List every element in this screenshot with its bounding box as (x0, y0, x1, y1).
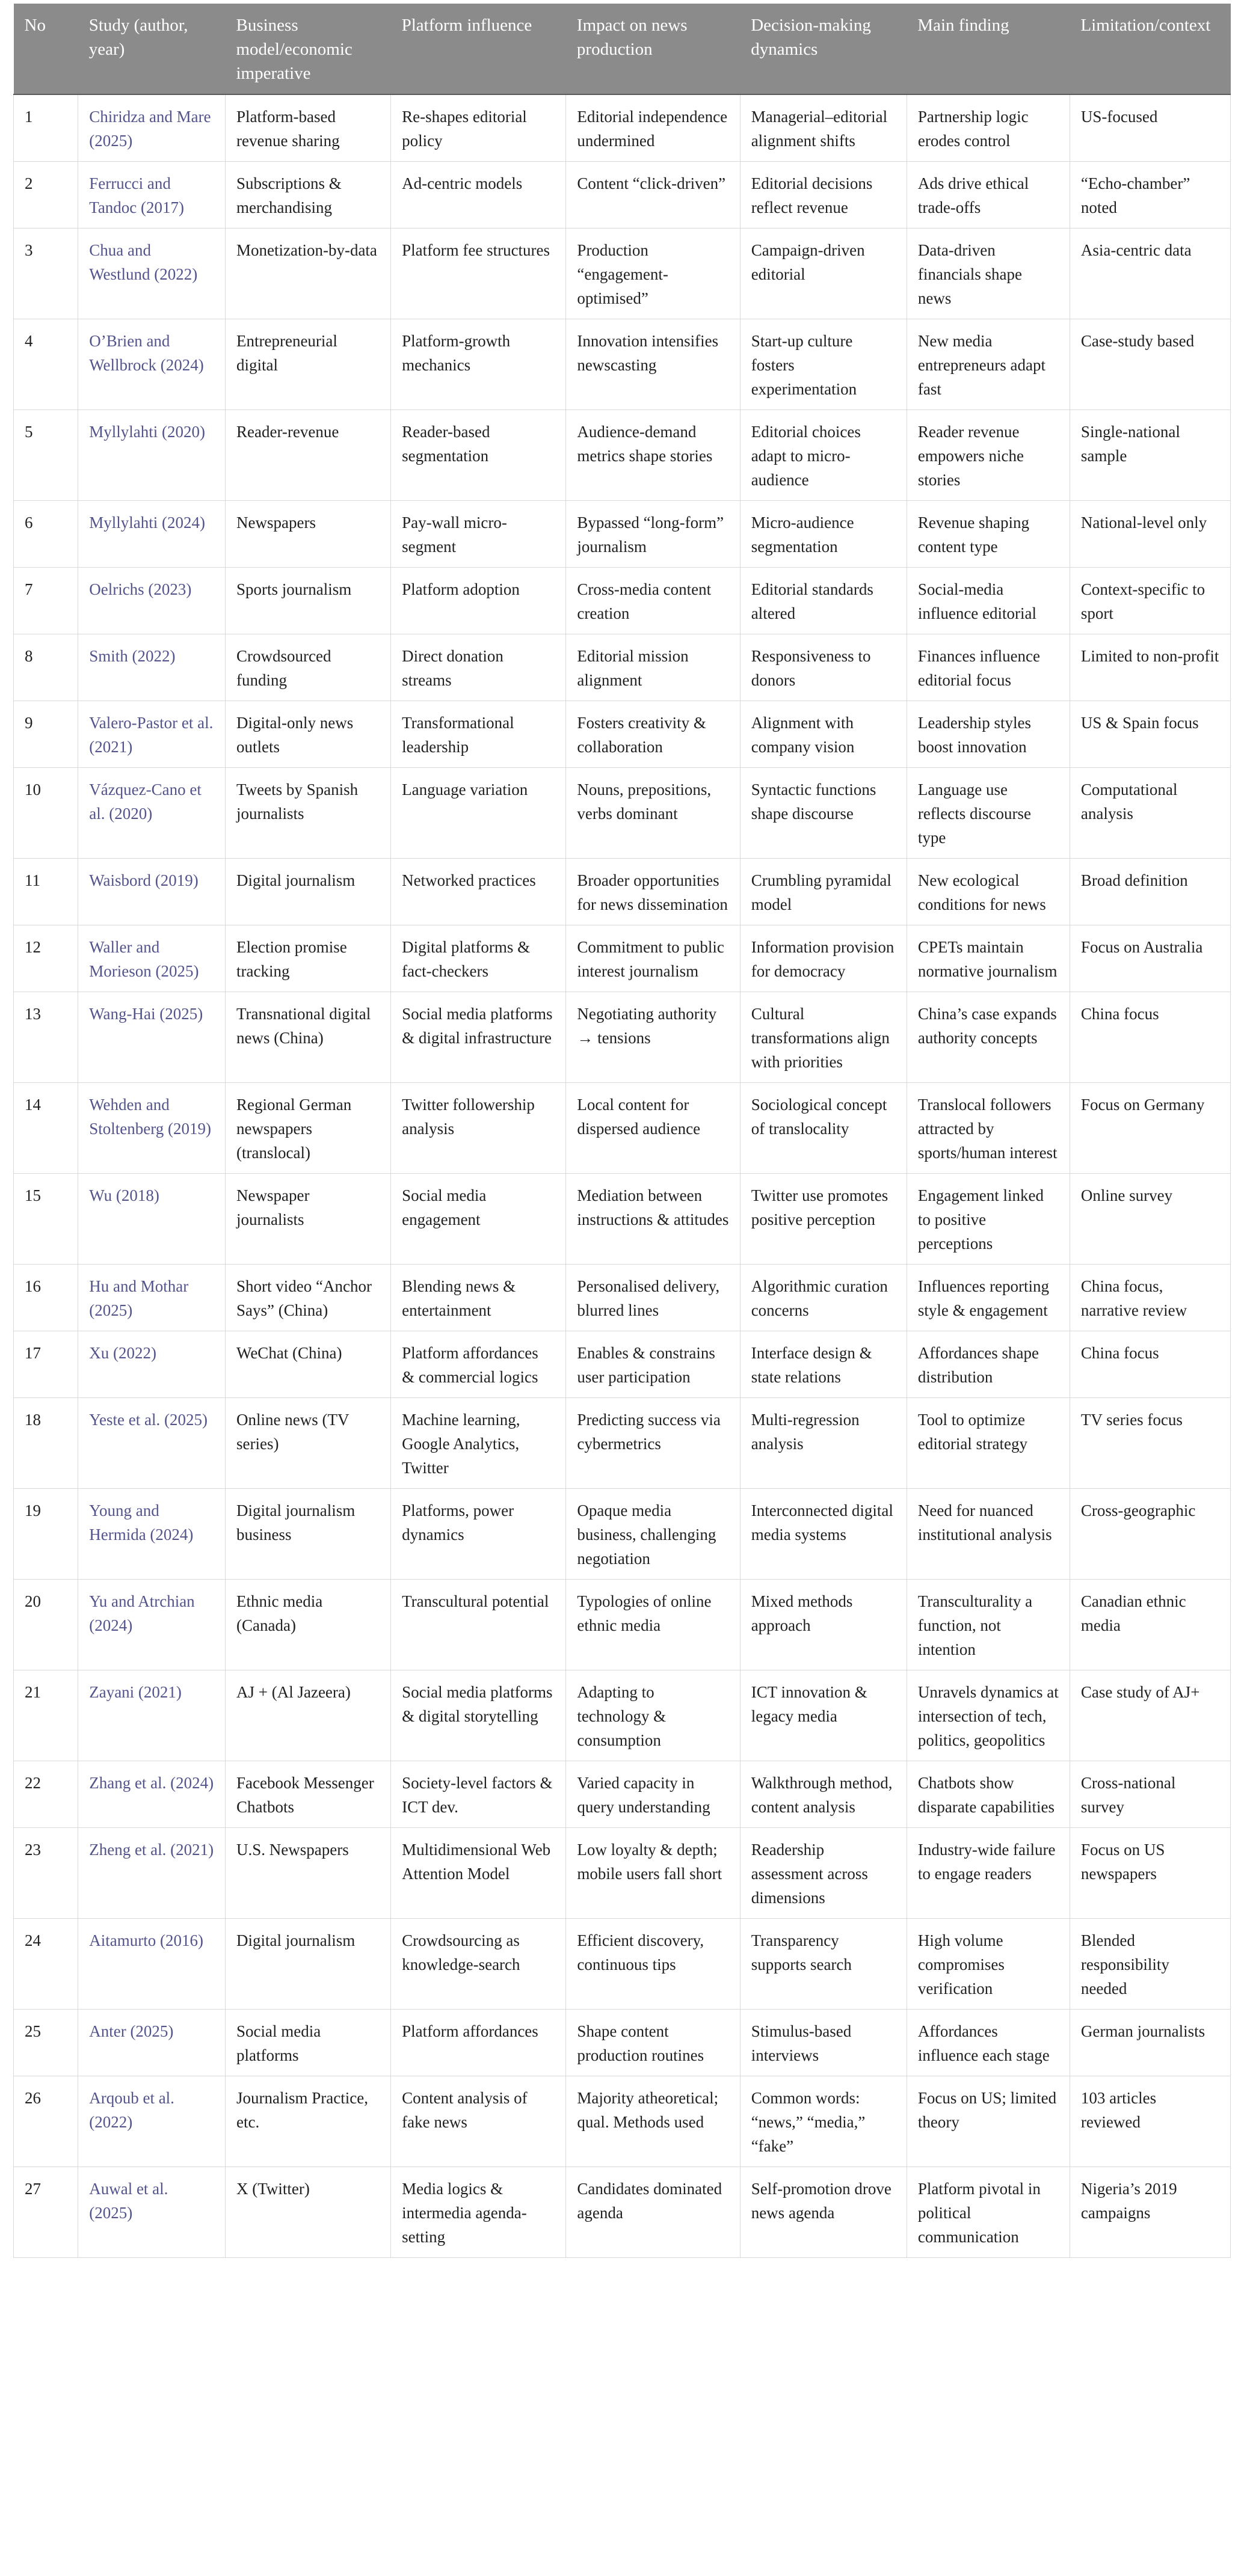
table-row (14, 634, 1231, 701)
cell-limitation: Canadian ethnic media (1070, 1580, 1230, 1670)
cell-platform-influence: Society-level factors & ICT dev. (391, 1761, 566, 1828)
cell-impact: Bypassed “long-form” journalism (566, 501, 740, 568)
cell-impact: Nouns, prepositions, verbs dominant (566, 768, 740, 859)
cell-decision-dynamics: Editorial standards altered (740, 568, 907, 634)
cell-business-model: Sports journalism (226, 568, 391, 634)
table-row (14, 1331, 1231, 1398)
cell-decision-dynamics: Alignment with company vision (740, 701, 907, 768)
cell-platform-influence: Media logics & intermedia agenda-setting (391, 2167, 566, 2258)
cell-decision-dynamics: Self-promotion drove news agenda (740, 2167, 907, 2258)
cell-business-model: Digital journalism (226, 1919, 391, 2010)
cell-platform-influence: Ad-centric models (391, 162, 566, 228)
cell-business-model: Facebook Messenger Chatbots (226, 1761, 391, 1828)
table-row (14, 2076, 1231, 2167)
cell-no: 14 (14, 1083, 78, 1174)
table-row (14, 162, 1231, 228)
cell-main-finding: Affordances influence each stage (907, 2010, 1070, 2076)
cell-limitation: Asia-centric data (1070, 228, 1230, 319)
cell-business-model: Tweets by Spanish journalists (226, 768, 391, 859)
cell-limitation: Limited to non-profit (1070, 634, 1230, 701)
cell-study (78, 634, 226, 701)
cell-study (78, 1174, 226, 1265)
cell-decision-dynamics: Multi-regression analysis (740, 1398, 907, 1489)
cell-platform-influence: Platform adoption (391, 568, 566, 634)
cell-decision-dynamics: Transparency supports search (740, 1919, 907, 2010)
cell-business-model: Digital-only news outlets (226, 701, 391, 768)
cell-no: 26 (14, 2076, 78, 2167)
cell-platform-influence: Transformational leadership (391, 701, 566, 768)
cell-study (78, 94, 226, 162)
cell-impact: Majority atheoretical; qual. Methods used (566, 2076, 740, 2167)
cell-decision-dynamics: Readership assessment across dimensions (740, 1828, 907, 1919)
table-row (14, 1670, 1231, 1761)
cell-no: 3 (14, 228, 78, 319)
table-row (14, 94, 1231, 162)
cell-limitation: Blended responsibility needed (1070, 1919, 1230, 2010)
cell-study (78, 501, 226, 568)
col-header-study: Study (author, year) (78, 4, 226, 94)
cell-platform-influence: Content analysis of fake news (391, 2076, 566, 2167)
cell-decision-dynamics: Responsiveness to donors (740, 634, 907, 701)
cell-limitation: Online survey (1070, 1174, 1230, 1265)
table-row (14, 1828, 1231, 1919)
cell-main-finding: High volume compromises verification (907, 1919, 1070, 2010)
cell-limitation: National-level only (1070, 501, 1230, 568)
cell-study (78, 410, 226, 501)
cell-business-model: Regional German newspapers (translocal) (226, 1083, 391, 1174)
table-row (14, 2167, 1231, 2258)
cell-limitation: Nigeria’s 2019 campaigns (1070, 2167, 1230, 2258)
table-row (14, 410, 1231, 501)
cell-platform-influence: Social media platforms & digital storytelling (391, 1670, 566, 1761)
cell-study (78, 925, 226, 992)
cell-study (78, 992, 226, 1083)
cell-platform-influence: Blending news & entertainment (391, 1265, 566, 1331)
cell-business-model: Newspapers (226, 501, 391, 568)
cell-impact: Predicting success via cybermetrics (566, 1398, 740, 1489)
cell-no: 25 (14, 2010, 78, 2076)
cell-impact: Negotiating authority → tensions (566, 992, 740, 1083)
cell-study (78, 1670, 226, 1761)
study-citation-link[interactable]: Oelrichs (2023) (89, 580, 192, 598)
cell-platform-influence: Direct donation streams (391, 634, 566, 701)
cell-business-model: Crowdsourced funding (226, 634, 391, 701)
cell-impact: Mediation between instructions & attitudes (566, 1174, 740, 1265)
cell-study (78, 1331, 226, 1398)
cell-platform-influence: Language variation (391, 768, 566, 859)
col-header-limitation: Limitation/context (1070, 4, 1230, 94)
table-row (14, 319, 1231, 410)
cell-decision-dynamics: Campaign-driven editorial (740, 228, 907, 319)
cell-impact: Editorial independence undermined (566, 94, 740, 162)
cell-main-finding: Unravels dynamics at intersection of tech, politics, geopolitics (907, 1670, 1070, 1761)
cell-main-finding: Affordances shape distribution (907, 1331, 1070, 1398)
study-citation-link[interactable]: Myllylahti (2020) (89, 423, 205, 441)
study-citation-link[interactable]: Arqoub et al. (2022) (89, 2089, 174, 2131)
cell-business-model: Newspaper journalists (226, 1174, 391, 1265)
cell-no: 11 (14, 859, 78, 925)
cell-main-finding: Data-driven financials shape news (907, 228, 1070, 319)
cell-no: 5 (14, 410, 78, 501)
cell-no: 6 (14, 501, 78, 568)
table-row (14, 501, 1231, 568)
study-citation-link[interactable]: Ferrucci and Tandoc (2017) (89, 174, 185, 216)
cell-decision-dynamics: Algorithmic curation concerns (740, 1265, 907, 1331)
cell-main-finding: New ecological conditions for news (907, 859, 1070, 925)
table-row (14, 2010, 1231, 2076)
cell-decision-dynamics: Common words: “news,” “media,” “fake” (740, 2076, 907, 2167)
cell-study (78, 1580, 226, 1670)
study-citation-link[interactable]: Hu and Mothar (2025) (89, 1277, 189, 1319)
cell-no: 2 (14, 162, 78, 228)
cell-impact: Shape content production routines (566, 2010, 740, 2076)
cell-business-model: Subscriptions & merchandising (226, 162, 391, 228)
header-row (14, 4, 1231, 94)
cell-impact: Typologies of online ethnic media (566, 1580, 740, 1670)
cell-main-finding: Tool to optimize editorial strategy (907, 1398, 1070, 1489)
table-row (14, 701, 1231, 768)
cell-business-model: Digital journalism (226, 859, 391, 925)
table-row (14, 1761, 1231, 1828)
cell-platform-influence: Multidimensional Web Attention Model (391, 1828, 566, 1919)
cell-impact: Local content for dispersed audience (566, 1083, 740, 1174)
table-row (14, 1174, 1231, 1265)
cell-main-finding: Finances influence editorial focus (907, 634, 1070, 701)
cell-main-finding: Reader revenue empowers niche stories (907, 410, 1070, 501)
cell-platform-influence: Digital platforms & fact-checkers (391, 925, 566, 992)
cell-limitation: German journalists (1070, 2010, 1230, 2076)
cell-limitation: China focus (1070, 1331, 1230, 1398)
cell-study (78, 859, 226, 925)
cell-limitation: Focus on US newspapers (1070, 1828, 1230, 1919)
cell-limitation: Computational analysis (1070, 768, 1230, 859)
cell-platform-influence: Platform affordances & commercial logics (391, 1331, 566, 1398)
cell-main-finding: Leadership styles boost innovation (907, 701, 1070, 768)
col-header-business-model: Business model/economic imperative (226, 4, 391, 94)
cell-decision-dynamics: Interface design & state relations (740, 1331, 907, 1398)
cell-limitation: Cross-national survey (1070, 1761, 1230, 1828)
cell-no: 12 (14, 925, 78, 992)
cell-platform-influence: Machine learning, Google Analytics, Twitter (391, 1398, 566, 1489)
cell-business-model: Digital journalism business (226, 1489, 391, 1580)
cell-impact: Content “click-driven” (566, 162, 740, 228)
cell-impact: Innovation intensifies newscasting (566, 319, 740, 410)
cell-main-finding: Social-media influence editorial (907, 568, 1070, 634)
table-row (14, 568, 1231, 634)
cell-study (78, 162, 226, 228)
cell-impact: Personalised delivery, blurred lines (566, 1265, 740, 1331)
study-citation-link[interactable]: Zayani (2021) (89, 1683, 182, 1701)
cell-main-finding: Partnership logic erodes control (907, 94, 1070, 162)
table-row (14, 1580, 1231, 1670)
cell-study (78, 228, 226, 319)
cell-no: 9 (14, 701, 78, 768)
cell-study (78, 2167, 226, 2258)
cell-decision-dynamics: Editorial decisions reflect revenue (740, 162, 907, 228)
cell-limitation: Context-specific to sport (1070, 568, 1230, 634)
study-citation-link[interactable]: Aitamurto (2016) (89, 1931, 203, 1949)
cell-no: 22 (14, 1761, 78, 1828)
cell-impact: Adapting to technology & consumption (566, 1670, 740, 1761)
study-citation-link[interactable]: Auwal et al. (2025) (89, 2180, 168, 2222)
cell-no: 7 (14, 568, 78, 634)
cell-main-finding: Need for nuanced institutional analysis (907, 1489, 1070, 1580)
cell-study (78, 768, 226, 859)
cell-decision-dynamics: Information provision for democracy (740, 925, 907, 992)
studies-table (13, 4, 1231, 2258)
cell-decision-dynamics: Twitter use promotes positive perception (740, 1174, 907, 1265)
cell-business-model: Ethnic media (Canada) (226, 1580, 391, 1670)
col-header-no: No (14, 4, 78, 94)
cell-study (78, 1828, 226, 1919)
cell-platform-influence: Pay-wall micro-segment (391, 501, 566, 568)
cell-platform-influence: Social media engagement (391, 1174, 566, 1265)
study-citation-link[interactable]: Wang-Hai (2025) (89, 1005, 203, 1023)
cell-impact: Enables & constrains user participation (566, 1331, 740, 1398)
table-row (14, 1489, 1231, 1580)
cell-business-model: U.S. Newspapers (226, 1828, 391, 1919)
cell-no: 4 (14, 319, 78, 410)
cell-limitation: China focus (1070, 992, 1230, 1083)
cell-main-finding: Platform pivotal in political communication (907, 2167, 1070, 2258)
table-row (14, 1265, 1231, 1331)
table-header (14, 4, 1231, 94)
cell-platform-influence: Platform affordances (391, 2010, 566, 2076)
cell-main-finding: Language use reflects discourse type (907, 768, 1070, 859)
cell-business-model: Election promise tracking (226, 925, 391, 992)
cell-study (78, 2010, 226, 2076)
study-citation-link[interactable]: Myllylahti (2024) (89, 514, 205, 532)
study-citation-link[interactable]: Xu (2022) (89, 1344, 156, 1362)
cell-no: 10 (14, 768, 78, 859)
table-row (14, 992, 1231, 1083)
cell-main-finding: Transculturality a function, not intention (907, 1580, 1070, 1670)
cell-business-model: Reader-revenue (226, 410, 391, 501)
cell-limitation: Single-national sample (1070, 410, 1230, 501)
cell-study (78, 1761, 226, 1828)
table-row (14, 1919, 1231, 2010)
table-row (14, 1083, 1231, 1174)
cell-limitation: US & Spain focus (1070, 701, 1230, 768)
study-citation-link[interactable]: Waller and Morieson (2025) (89, 938, 199, 980)
cell-platform-influence: Re-shapes editorial policy (391, 94, 566, 162)
cell-platform-influence: Networked practices (391, 859, 566, 925)
cell-limitation: TV series focus (1070, 1398, 1230, 1489)
cell-platform-influence: Platform-growth mechanics (391, 319, 566, 410)
cell-decision-dynamics: ICT innovation & legacy media (740, 1670, 907, 1761)
cell-impact: Candidates dominated agenda (566, 2167, 740, 2258)
cell-impact: Editorial mission alignment (566, 634, 740, 701)
cell-study (78, 1265, 226, 1331)
cell-study (78, 319, 226, 410)
study-citation-link[interactable]: Waisbord (2019) (89, 871, 199, 889)
study-citation-link[interactable]: Zheng et al. (2021) (89, 1841, 214, 1859)
study-citation-link[interactable]: Anter (2025) (89, 2022, 174, 2040)
cell-impact: Cross-media content creation (566, 568, 740, 634)
study-citation-link[interactable]: O’Brien and Wellbrock (2024) (89, 332, 204, 374)
cell-limitation: “Echo-chamber” noted (1070, 162, 1230, 228)
cell-main-finding: Focus on US; limited theory (907, 2076, 1070, 2167)
cell-decision-dynamics: Stimulus-based interviews (740, 2010, 907, 2076)
cell-main-finding: Translocal followers attracted by sports/human interest (907, 1083, 1070, 1174)
cell-impact: Efficient discovery, continuous tips (566, 1919, 740, 2010)
cell-limitation: Case study of AJ+ (1070, 1670, 1230, 1761)
cell-study (78, 2076, 226, 2167)
cell-no: 15 (14, 1174, 78, 1265)
cell-business-model: WeChat (China) (226, 1331, 391, 1398)
cell-business-model: Transnational digital news (China) (226, 992, 391, 1083)
cell-decision-dynamics: Sociological concept of translocality (740, 1083, 907, 1174)
cell-impact: Audience-demand metrics shape stories (566, 410, 740, 501)
study-citation-link[interactable]: Vázquez-Cano et al. (2020) (89, 780, 202, 823)
cell-decision-dynamics: Walkthrough method, content analysis (740, 1761, 907, 1828)
cell-no: 8 (14, 634, 78, 701)
cell-platform-influence: Crowdsourcing as knowledge-search (391, 1919, 566, 2010)
cell-no: 13 (14, 992, 78, 1083)
study-citation-link[interactable]: Wehden and Stoltenberg (2019) (89, 1096, 211, 1138)
cell-impact: Production “engagement-optimised” (566, 228, 740, 319)
cell-impact: Low loyalty & depth; mobile users fall short (566, 1828, 740, 1919)
table-body (14, 94, 1231, 2258)
cell-study (78, 701, 226, 768)
study-citation-link[interactable]: Chua and Westlund (2022) (89, 241, 198, 283)
cell-limitation: Cross-geographic (1070, 1489, 1230, 1580)
cell-no: 21 (14, 1670, 78, 1761)
cell-study (78, 1489, 226, 1580)
cell-decision-dynamics: Mixed methods approach (740, 1580, 907, 1670)
cell-decision-dynamics: Start-up culture fosters experimentation (740, 319, 907, 410)
cell-business-model: Journalism Practice, etc. (226, 2076, 391, 2167)
cell-impact: Commitment to public interest journalism (566, 925, 740, 992)
cell-main-finding: CPETs maintain normative journalism (907, 925, 1070, 992)
cell-no: 27 (14, 2167, 78, 2258)
cell-impact: Broader opportunities for news dissemination (566, 859, 740, 925)
study-citation-link[interactable]: Young and Hermida (2024) (89, 1501, 194, 1544)
study-citation-link[interactable]: Zhang et al. (2024) (89, 1774, 214, 1792)
cell-decision-dynamics: Cultural transformations align with priorities (740, 992, 907, 1083)
cell-main-finding: Chatbots show disparate capabilities (907, 1761, 1070, 1828)
cell-study (78, 1083, 226, 1174)
cell-platform-influence: Reader-based segmentation (391, 410, 566, 501)
study-citation-link[interactable]: Valero-Pastor et al. (2021) (89, 714, 214, 756)
cell-business-model: Platform-based revenue sharing (226, 94, 391, 162)
cell-impact: Opaque media business, challenging negotiation (566, 1489, 740, 1580)
study-citation-link[interactable]: Chiridza and Mare (2025) (89, 108, 211, 150)
cell-decision-dynamics: Editorial choices adapt to micro-audience (740, 410, 907, 501)
cell-impact: Fosters creativity & collaboration (566, 701, 740, 768)
cell-main-finding: China’s case expands authority concepts (907, 992, 1070, 1083)
table-row (14, 228, 1231, 319)
cell-no: 18 (14, 1398, 78, 1489)
cell-study (78, 1919, 226, 2010)
cell-business-model: Entrepreneurial digital (226, 319, 391, 410)
cell-decision-dynamics: Syntactic functions shape discourse (740, 768, 907, 859)
cell-main-finding: Industry-wide failure to engage readers (907, 1828, 1070, 1919)
cell-study (78, 568, 226, 634)
cell-decision-dynamics: Crumbling pyramidal model (740, 859, 907, 925)
cell-platform-influence: Platform fee structures (391, 228, 566, 319)
cell-decision-dynamics: Interconnected digital media systems (740, 1489, 907, 1580)
cell-platform-influence: Twitter followership analysis (391, 1083, 566, 1174)
cell-main-finding: New media entrepreneurs adapt fast (907, 319, 1070, 410)
col-header-decision-dynamics: Decision-making dynamics (740, 4, 907, 94)
cell-limitation: US-focused (1070, 94, 1230, 162)
cell-decision-dynamics: Managerial–editorial alignment shifts (740, 94, 907, 162)
cell-platform-influence: Transcultural potential (391, 1580, 566, 1670)
cell-limitation: Focus on Germany (1070, 1083, 1230, 1174)
table-row (14, 768, 1231, 859)
cell-no: 24 (14, 1919, 78, 2010)
cell-business-model: Monetization-by-data (226, 228, 391, 319)
cell-limitation: Focus on Australia (1070, 925, 1230, 992)
cell-impact: Varied capacity in query understanding (566, 1761, 740, 1828)
cell-business-model: AJ + (Al Jazeera) (226, 1670, 391, 1761)
cell-limitation: 103 articles reviewed (1070, 2076, 1230, 2167)
cell-no: 20 (14, 1580, 78, 1670)
cell-business-model: X (Twitter) (226, 2167, 391, 2258)
cell-no: 19 (14, 1489, 78, 1580)
cell-limitation: China focus, narrative review (1070, 1265, 1230, 1331)
study-citation-link[interactable]: Yu and Atrchian (2024) (89, 1592, 195, 1634)
cell-platform-influence: Platforms, power dynamics (391, 1489, 566, 1580)
cell-no: 17 (14, 1331, 78, 1398)
cell-business-model: Online news (TV series) (226, 1398, 391, 1489)
table-row (14, 859, 1231, 925)
table-row (14, 1398, 1231, 1489)
cell-business-model: Social media platforms (226, 2010, 391, 2076)
cell-no: 23 (14, 1828, 78, 1919)
cell-business-model: Short video “Anchor Says” (China) (226, 1265, 391, 1331)
cell-limitation: Case-study based (1070, 319, 1230, 410)
cell-main-finding: Revenue shaping content type (907, 501, 1070, 568)
study-citation-link[interactable]: Wu (2018) (89, 1186, 159, 1204)
col-header-impact: Impact on news production (566, 4, 740, 94)
table-row (14, 925, 1231, 992)
cell-main-finding: Ads drive ethical trade-offs (907, 162, 1070, 228)
cell-decision-dynamics: Micro-audience segmentation (740, 501, 907, 568)
cell-limitation: Broad definition (1070, 859, 1230, 925)
study-citation-link[interactable]: Smith (2022) (89, 647, 176, 665)
cell-no: 1 (14, 94, 78, 162)
cell-study (78, 1398, 226, 1489)
cell-main-finding: Engagement linked to positive perceptions (907, 1174, 1070, 1265)
col-header-platform-influence: Platform influence (391, 4, 566, 94)
cell-platform-influence: Social media platforms & digital infrastructure (391, 992, 566, 1083)
col-header-main-finding: Main finding (907, 4, 1070, 94)
study-citation-link[interactable]: Yeste et al. (2025) (89, 1411, 208, 1429)
cell-no: 16 (14, 1265, 78, 1331)
cell-main-finding: Influences reporting style & engagement (907, 1265, 1070, 1331)
